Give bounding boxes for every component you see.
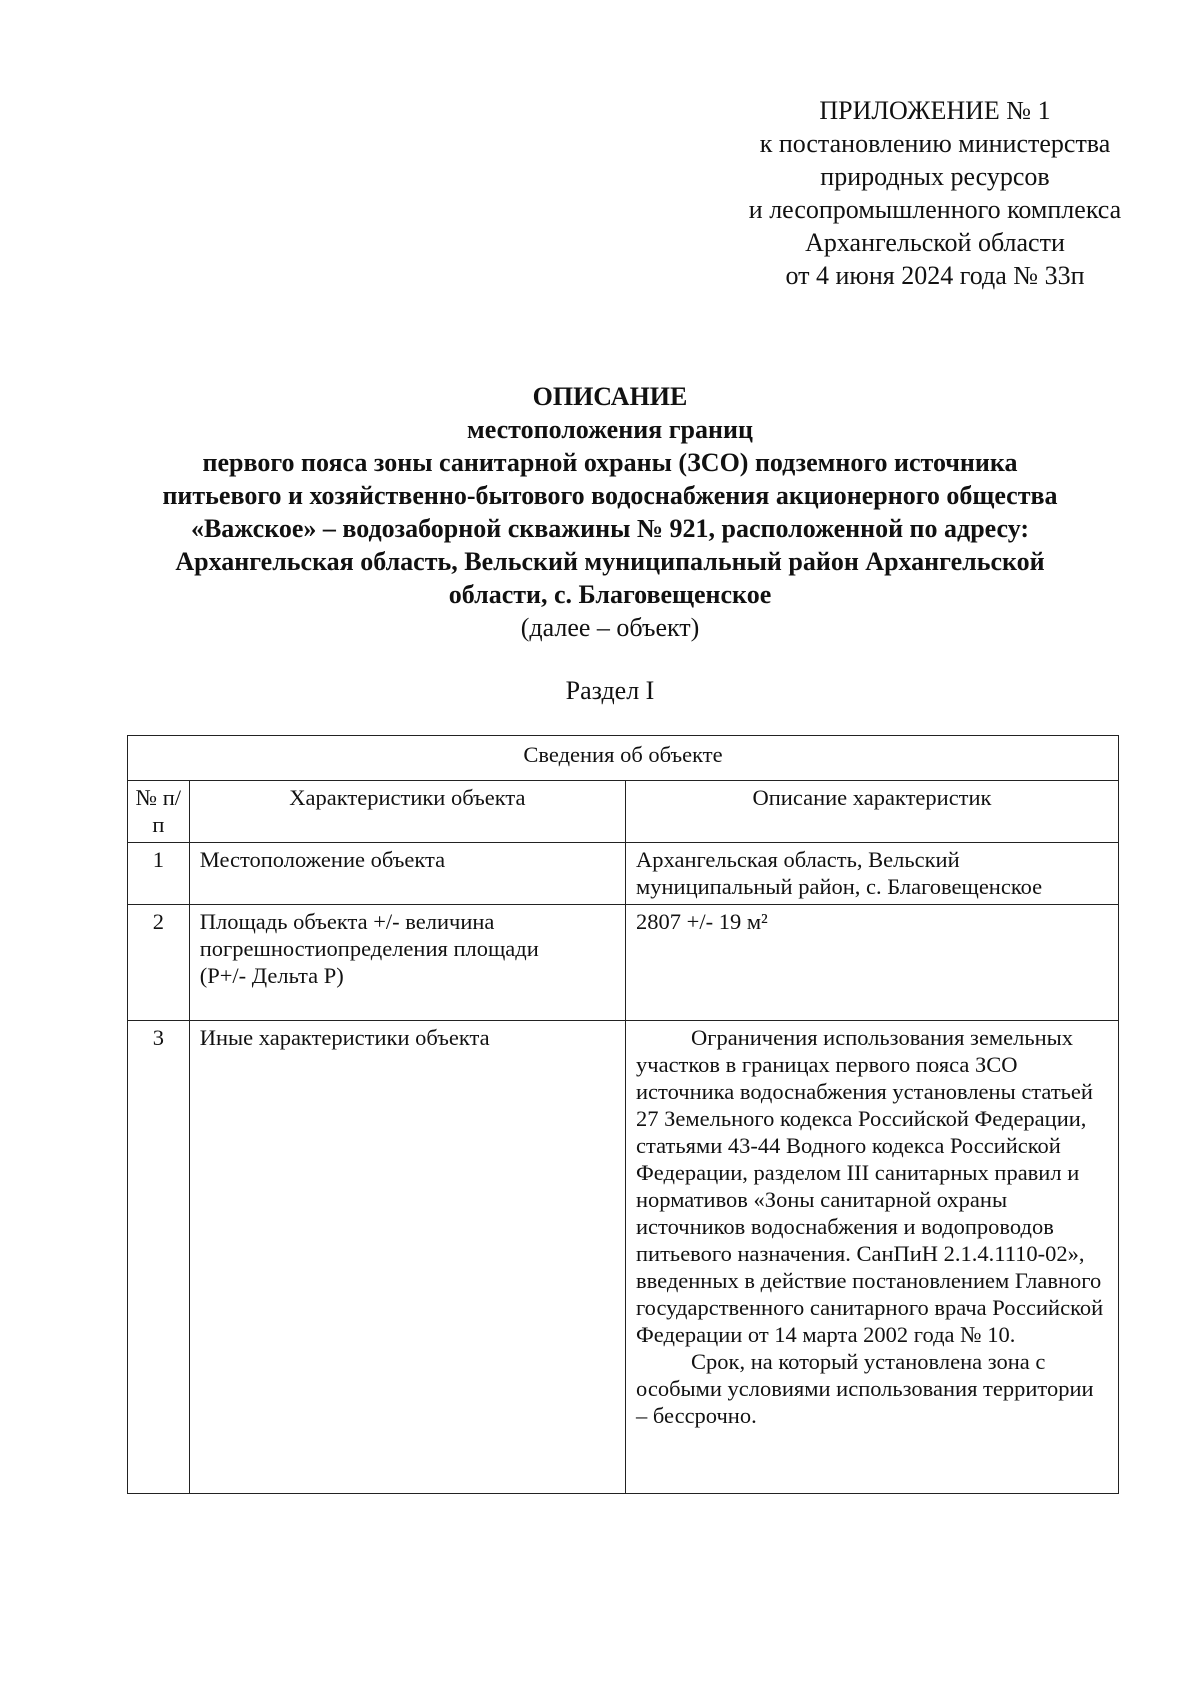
appendix-line: природных ресурсов — [820, 162, 1050, 191]
appendix-line: и лесопромышленного комплекса — [748, 195, 1122, 224]
table-caption-row — [128, 736, 1119, 781]
title-line: ОПИСАНИЕ — [532, 382, 688, 411]
row-description-cell — [626, 1021, 1119, 1494]
table-row — [128, 843, 1119, 905]
row-characteristic-cell — [189, 905, 625, 1021]
title-note: (далее – объект) — [520, 613, 700, 642]
table-header-row — [128, 781, 1119, 843]
section-label: Раздел I — [565, 676, 655, 705]
row-characteristic: Площадь объекта +/- величина погрешностиопределения площади — [199, 909, 539, 961]
row-characteristic-extra: (Р+/- Дельта Р) — [199, 963, 344, 988]
table-caption: Сведения об объекте — [128, 736, 1119, 781]
row-num: 3 — [128, 1021, 190, 1494]
row-characteristic: Местоположение объекта — [189, 843, 625, 905]
row-description: Архангельская область, Вельский муниципальный район, с. Благовещенское — [626, 843, 1119, 905]
appendix-line: Архангельской области — [805, 228, 1065, 257]
appendix-line: от 4 июня 2024 года № 33п — [785, 261, 1085, 290]
header-characteristic: Характеристики объекта — [189, 781, 625, 843]
row-num: 1 — [128, 843, 190, 905]
table-row — [128, 1021, 1119, 1494]
row-description: 2807 +/- 19 м² — [626, 905, 1119, 1021]
title-line: «Важское» – водозаборной скважины № 921, расположенной по адресу: — [190, 514, 1030, 543]
description-paragraph: Ограничения использования земельных участков в границах первого пояса ЗСО источника водоснабжения установлены статьей 27 Земельного кодекса Российской Федерации, статьями 43-44 Водного кодекса Российской Федерации, разделом III санитарных правил и нормативов «Зоны санитарной охраны источников водоснабжения и водопроводов питьевого назначения. СанПиН 2.1.4.1110-02», введенных в действие постановлением Главного государственного санитарного врача Российской Федерации от 14 марта 2002 года № 10. — [636, 1025, 1104, 1347]
document-title — [110, 380, 1110, 644]
title-line: Архангельская область, Вельский муниципальный район Архангельской — [175, 547, 1045, 576]
title-line: первого пояса зоны санитарной охраны (ЗСО) подземного источника — [202, 448, 1018, 477]
title-line: питьевого и хозяйственно-бытового водоснабжения акционерного общества — [162, 481, 1058, 510]
table-row — [128, 905, 1119, 1021]
header-description: Описание характеристик — [626, 781, 1119, 843]
description-paragraph: Срок, на который установлена зона с особыми условиями использования территории – бессрочно. — [636, 1349, 1094, 1428]
row-characteristic: Иные характеристики объекта — [189, 1021, 625, 1494]
header-num: № п/п — [128, 781, 190, 843]
appendix-line: к постановлению министерства — [759, 129, 1111, 158]
title-line: области, с. Благовещенское — [448, 580, 772, 609]
appendix-line: ПРИЛОЖЕНИЕ № 1 — [819, 96, 1051, 125]
title-line: местоположения границ — [467, 415, 753, 444]
object-info-table — [127, 735, 1119, 1494]
row-num: 2 — [128, 905, 190, 1021]
appendix-header — [720, 94, 1150, 292]
